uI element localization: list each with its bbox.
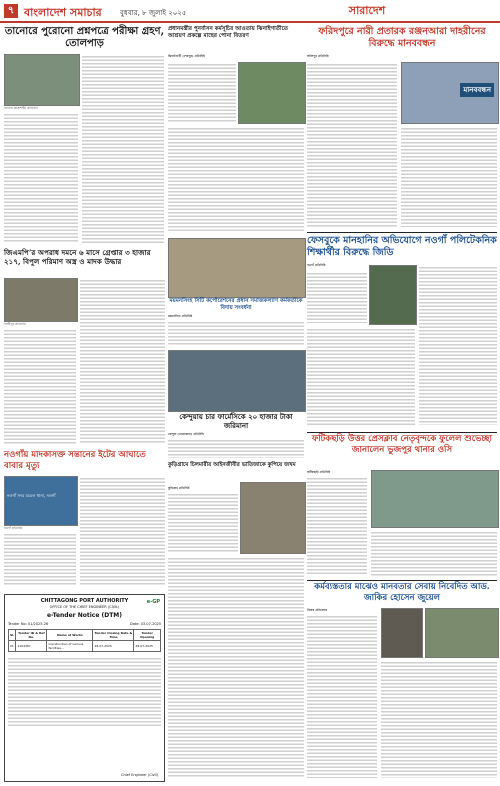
tender-tag: e-GP — [146, 599, 160, 605]
article-kendua — [168, 350, 304, 460]
tender-signer: Chief Engineer (Civil) — [121, 773, 158, 777]
tender-date: Date: 03-07-2025 — [130, 622, 161, 626]
article-naogaon-death — [4, 450, 165, 590]
article-zakir — [307, 582, 497, 782]
col-header: Name of Works — [47, 630, 93, 641]
article-body-2 — [168, 556, 304, 778]
col-header: Tender Closing Date & Time — [94, 631, 133, 639]
headline: জিএমপি’র অপরাধ দমনে ৬ মাসে গ্রেপ্তার ৩ হাজার ২১৭, বিপুল পরিমাণ অস্ত্র ও মাদক উদ্ধার — [4, 248, 151, 266]
article-body — [4, 328, 76, 444]
article-body-col2 — [82, 54, 164, 244]
article-body — [307, 614, 377, 778]
news-photo — [4, 476, 78, 526]
byline: কুড়িগ্রাম প্রতিনিধি — [168, 486, 190, 490]
byline: কেন্দুয়া (নেত্রকোনা) প্রতিনিধি — [168, 432, 204, 436]
headline: ফেসবুকে মানহানির অভিযোগে নওগাঁ পলিটেকনিক শিক্ষার্থীর বিরুদ্ধে জিডি — [307, 235, 497, 258]
headline: নওগাঁয় মাদকাসক্ত সন্তানের ইটের আঘাতে বাবার মৃত্যু — [4, 450, 146, 471]
byline: নিজস্ব প্রতিবেদক — [307, 608, 328, 612]
article-mymensingh — [168, 238, 304, 348]
article-body — [4, 112, 78, 242]
divider — [307, 580, 497, 581]
article-body — [307, 476, 367, 576]
tender-body — [8, 656, 161, 726]
byline: ঝিনাইগাতী (শেরপুর) প্রতিনিধি — [168, 54, 205, 58]
article-body-col2 — [419, 265, 497, 425]
col-header: Sl. — [9, 630, 16, 641]
photo-caption: নওগাঁ সদর মডেল থানা, নওগাঁ — [7, 493, 56, 498]
article-body — [168, 438, 304, 458]
news-photo — [4, 278, 78, 322]
article-body — [307, 62, 397, 227]
article-body — [4, 532, 76, 586]
divider — [307, 232, 497, 233]
article-faridpur — [307, 26, 497, 231]
headline: কর্মব্যস্ততার মাঝেও মানবতার সেবায় নিবেদিত আড. জাকির হোসেন জুয়েল — [314, 582, 490, 603]
news-photo — [369, 265, 417, 325]
portrait-photo — [381, 608, 423, 658]
table-cell: 28-07-2025 — [93, 641, 134, 652]
headline: প্রধানমন্ত্রীর পুনর্বাসন কর্মসূচির আওতায় ঝিনাইগাতীতে আশ্রয়ণ প্রকল্পে মাছের পোনা বিতরণ — [168, 26, 289, 39]
article-body-col2 — [80, 476, 165, 586]
article-tanore — [4, 26, 165, 246]
tender-org: CHITTAGONG PORT AUTHORITY — [40, 598, 129, 604]
table-cell: Construction of various facilities... — [47, 641, 93, 652]
headline: ফটিকছড়ি উত্তর প্রেসক্লাব নেতৃবৃন্দকে ফুলেল শুভেচ্ছা জানালেন ভুজপুর থানার ওসি — [312, 434, 492, 455]
news-photo — [4, 54, 80, 106]
news-photo — [401, 62, 499, 124]
col-header: Tender ID & Ref No. — [16, 630, 47, 641]
byline: নওগাঁ প্রতিনিধি — [307, 263, 326, 267]
news-photo — [168, 350, 306, 412]
byline: নওগাঁ প্রতিনিধি — [4, 526, 23, 530]
headline: ফরিদপুরে নারী প্রতারক রঞ্জনআরা দাহরীনের বিরুদ্ধে মানববন্ধন — [318, 26, 486, 49]
tender-table — [8, 629, 161, 652]
article-body — [168, 492, 238, 552]
news-photo — [240, 482, 306, 554]
byline: তানোর (রাজশাহী) প্রতিনিধি — [4, 106, 38, 110]
article-jhenaigati — [168, 26, 304, 236]
article-body — [307, 271, 367, 323]
page-number: ৭ — [4, 4, 18, 18]
article-body — [168, 62, 236, 122]
paper-name: বাংলাদেশ সমাচার — [24, 6, 102, 19]
headline: কেন্দুয়ায় চার ফার্মেসিকে ২০ হাজার টাকা জরিমানা — [179, 412, 293, 430]
article-body-2 — [381, 660, 497, 778]
byline: ফরিদপুর প্রতিনিধি — [307, 54, 329, 58]
tender-office: OFFICE OF THE CHIEF ENGINEER (CIVIL) — [49, 605, 120, 609]
headline: ময়মনসিংহ সিটি কর্পোরেশনের প্রধান সমাজকল্যাণ কর্মকর্তাকে বিদায় সংবর্ধনা — [169, 298, 303, 311]
article-naogaon-gd — [307, 235, 497, 431]
article-kurigram — [168, 462, 304, 782]
table-cell: 28-07-2025 — [134, 641, 161, 652]
divider — [307, 432, 497, 433]
news-photo — [238, 62, 306, 124]
byline: ময়মনসিংহ প্রতিনিধি — [168, 314, 193, 318]
date-line: বুধবার, ৮ জুলাই ২০২৫ — [120, 9, 187, 17]
tender-notice — [4, 594, 165, 782]
banner-text: মানববন্ধন — [460, 83, 494, 97]
article-gmp — [4, 248, 165, 448]
article-fatikchhari — [307, 434, 497, 579]
headline: কুড়িগ্রামে চিলমারীর আইনজীবীর ভাতিজাকে কুপিয়ে জখম — [168, 462, 296, 468]
table-cell: 1104367 — [16, 641, 47, 652]
article-body — [168, 320, 304, 346]
headline: তানোরে পুরোনো প্রশ্নপত্রে পরীক্ষা গ্রহণ, তোলপাড় — [4, 26, 165, 49]
tender-ref: Tender No: 01/2025-26 — [8, 622, 49, 626]
article-body-2 — [168, 126, 304, 231]
page-header — [0, 0, 500, 24]
table-cell: 01 — [9, 641, 16, 652]
article-body-2 — [371, 530, 497, 576]
article-body-2 — [401, 126, 497, 227]
article-body-col1 — [307, 327, 415, 425]
col-header: Tender Opening — [134, 630, 161, 641]
news-photo — [425, 608, 499, 658]
news-photo — [168, 238, 306, 298]
news-photo — [371, 470, 499, 528]
section-title: সারাদেশ — [348, 4, 386, 17]
header-divider — [0, 21, 500, 23]
article-body-col2 — [80, 278, 165, 444]
tender-title: e-Tender Notice (DTM) — [46, 612, 123, 619]
byline: গাজীপুর প্রতিনিধি — [4, 322, 26, 326]
byline: ফটিকছড়ি প্রতিনিধি — [307, 470, 331, 474]
